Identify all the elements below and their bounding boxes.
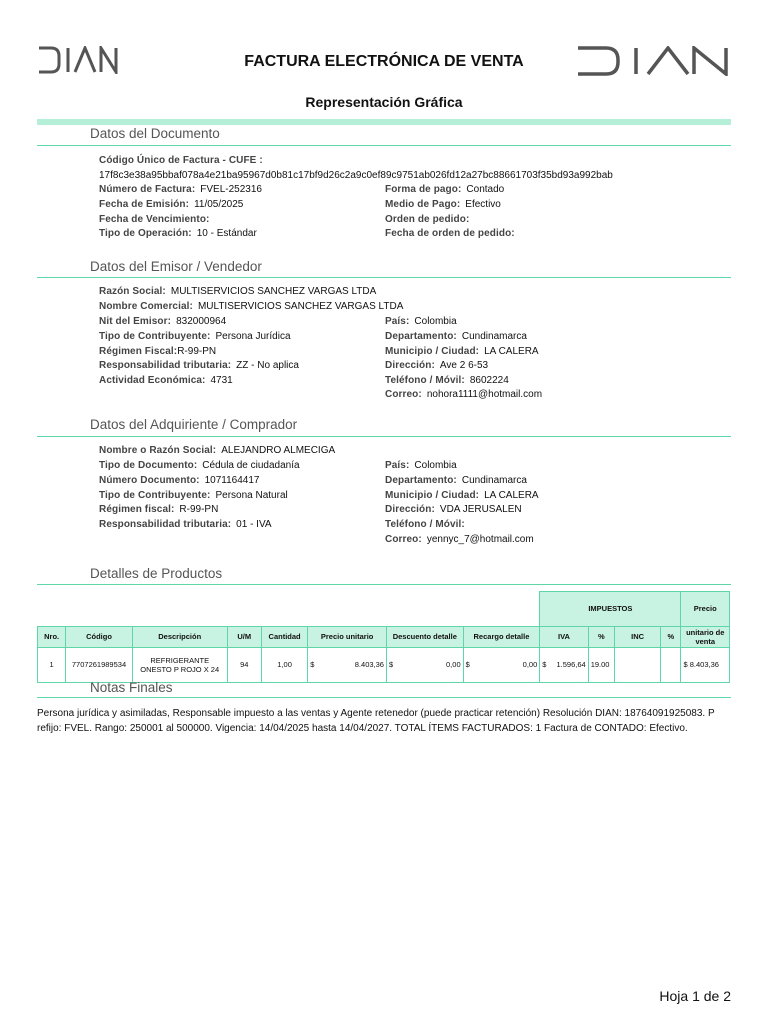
table-row xyxy=(38,647,730,682)
buyer-tax-resp-value: 01 - IVA xyxy=(236,519,272,530)
currency-symbol: $ xyxy=(542,660,547,669)
issuer-nit-row xyxy=(99,316,226,327)
buyer-taxpayer-label: Tipo de Contribuyente: xyxy=(99,490,211,501)
header-iva: IVA xyxy=(540,626,588,647)
header-precio-venta: unitario de venta xyxy=(681,626,730,647)
operation-type-row xyxy=(99,228,257,239)
header-iva-pct: % xyxy=(588,626,614,647)
buyer-doc-type-row xyxy=(99,460,300,471)
due-date-label: Fecha de Vencimiento: xyxy=(99,214,210,225)
issuer-name-row xyxy=(99,286,376,297)
buyer-name-row xyxy=(99,445,335,456)
invoice-number-value: FVEL-252316 xyxy=(200,184,262,195)
issuer-phone-label: Teléfono / Móvil: xyxy=(385,375,465,386)
iva-value: 1.596,64 xyxy=(556,660,586,669)
currency-symbol: $ xyxy=(388,660,394,669)
buyer-department-row xyxy=(385,475,527,486)
buyer-country-label: País: xyxy=(385,460,410,471)
buyer-city-value: LA CALERA xyxy=(484,490,539,501)
cufe-value: 17f8c3e38a95bbaf078a4e21ba95967d0b81c17bf9d26c2a9c0ef89c9751ab026fd12a27bc88661703f35bd93a992bab xyxy=(99,170,613,181)
cell-um: 94 xyxy=(227,647,261,682)
payment-method-label: Medio de Pago: xyxy=(385,199,461,210)
issuer-activity-value: 4731 xyxy=(210,375,233,386)
issuer-taxpayer-value: Persona Jurídica xyxy=(215,331,291,342)
table-spacer xyxy=(38,592,540,627)
header-descripcion: Descripción xyxy=(132,626,227,647)
section-title-productos: Detalles de Productos xyxy=(90,566,223,581)
buyer-city-label: Municipio / Ciudad: xyxy=(385,490,480,501)
issuer-email-row xyxy=(385,389,542,400)
buyer-taxpayer-value: Persona Natural xyxy=(215,490,288,501)
payment-form-label: Forma de pago: xyxy=(385,184,462,195)
cell-iva xyxy=(540,647,588,682)
currency-symbol: $ xyxy=(310,660,315,669)
issuer-city-value: LA CALERA xyxy=(484,346,539,357)
buyer-phone-label: Teléfono / Móvil: xyxy=(385,519,465,530)
buyer-tax-resp-row xyxy=(99,519,272,530)
issuer-taxpayer-label: Tipo de Contribuyente: xyxy=(99,331,211,342)
issuer-tax-resp-row xyxy=(99,360,299,371)
buyer-address-value: VDA JERUSALEN xyxy=(439,504,522,515)
section-divider xyxy=(37,277,731,278)
header-inc: INC xyxy=(614,626,660,647)
buyer-name-label: Nombre o Razón Social: xyxy=(99,445,217,456)
cell-iva-pct: 19.00 xyxy=(588,647,614,682)
cell-cantidad: 1,00 xyxy=(261,647,307,682)
cufe-label: Código Único de Factura - CUFE : xyxy=(99,155,263,166)
buyer-department-label: Departamento: xyxy=(385,475,457,486)
issuer-city-label: Municipio / Ciudad: xyxy=(385,346,480,357)
header-nro: Nro. xyxy=(38,626,66,647)
header-precio-unitario: Precio unitario xyxy=(308,626,387,647)
issuer-regime-row xyxy=(99,346,216,357)
issuer-department-label: Departamento: xyxy=(385,331,457,342)
buyer-doc-number-label: Número Documento: xyxy=(99,475,200,486)
issuer-address-label: Dirección: xyxy=(385,360,435,371)
descuento-value: 0,00 xyxy=(446,660,461,669)
issuer-nit-label: Nit del Emisor: xyxy=(99,316,172,327)
issue-date-label: Fecha de Emisión: xyxy=(99,199,190,210)
precio-value: 8.403,36 xyxy=(354,660,384,669)
buyer-email-value: yennyc_7@hotmail.com xyxy=(426,534,534,545)
buyer-address-row xyxy=(385,504,522,515)
operation-type-value: 10 - Estándar xyxy=(196,228,257,239)
issuer-city-row xyxy=(385,346,539,357)
issuer-name-label: Razón Social: xyxy=(99,286,166,297)
header-recargo: Recargo detalle xyxy=(463,626,540,647)
issuer-name-value: MULTISERVICIOS SANCHEZ VARGAS LTDA xyxy=(170,286,377,297)
order-date-label: Fecha de orden de pedido: xyxy=(385,228,515,239)
cell-venta xyxy=(681,647,730,682)
buyer-country-value: Colombia xyxy=(414,460,457,471)
buyer-regime-row xyxy=(99,504,218,515)
order-row xyxy=(385,214,469,225)
order-label: Orden de pedido: xyxy=(385,214,470,225)
issuer-regime-label: Régimen Fiscal: xyxy=(99,346,178,357)
section-title-documento: Datos del Documento xyxy=(90,126,220,141)
issuer-address-value: Ave 2 6-53 xyxy=(439,360,489,371)
header-precio-top: Precio xyxy=(681,592,730,627)
buyer-doc-number-value: 1071164417 xyxy=(204,475,260,486)
cell-inc-pct xyxy=(661,647,681,682)
header-inc-pct: % xyxy=(661,626,681,647)
recargo-value: 0,00 xyxy=(522,660,538,669)
payment-form-row xyxy=(385,184,504,195)
cell-codigo: 7707261989534 xyxy=(66,647,133,682)
venta-value: 8.403,36 xyxy=(689,660,719,669)
header-um: U/M xyxy=(227,626,261,647)
buyer-doc-type-label: Tipo de Documento: xyxy=(99,460,198,471)
header-codigo: Código xyxy=(66,626,133,647)
header-cantidad: Cantidad xyxy=(261,626,307,647)
issue-date-value: 11/05/2025 xyxy=(194,199,244,210)
cell-inc xyxy=(614,647,660,682)
issue-date-row xyxy=(99,199,243,210)
section-divider xyxy=(37,584,731,585)
issuer-tax-resp-label: Responsabilidad tributaria: xyxy=(99,360,232,371)
products-table xyxy=(37,591,730,683)
buyer-name-value: ALEJANDRO ALMECIGA xyxy=(221,445,336,456)
header-descuento: Descuento detalle xyxy=(386,626,463,647)
invoice-number-label: Número de Factura: xyxy=(99,184,196,195)
section-divider xyxy=(37,697,731,698)
issuer-trade-name-row xyxy=(99,301,403,312)
issuer-nit-value: 832000964 xyxy=(176,316,227,327)
issuer-country-value: Colombia xyxy=(414,316,457,327)
buyer-taxpayer-row xyxy=(99,490,288,501)
section-title-adquiriente: Datos del Adquiriente / Comprador xyxy=(90,417,298,432)
buyer-phone-row xyxy=(385,519,465,530)
header-impuestos: IMPUESTOS xyxy=(540,592,681,627)
buyer-doc-type-value: Cédula de ciudadanía xyxy=(202,460,300,471)
buyer-city-row xyxy=(385,490,539,501)
cufe-label-row xyxy=(99,155,263,166)
page-number: Hoja 1 de 2 xyxy=(659,988,731,1004)
issuer-trade-name-value: MULTISERVICIOS SANCHEZ VARGAS LTDA xyxy=(197,301,404,312)
issuer-activity-label: Actividad Económica: xyxy=(99,375,206,386)
section-divider xyxy=(37,436,731,437)
order-date-row xyxy=(385,228,515,239)
payment-form-value: Contado xyxy=(466,184,505,195)
buyer-doc-number-row xyxy=(99,475,259,486)
buyer-email-label: Correo: xyxy=(385,534,422,545)
issuer-email-value: nohora1111@hotmail.com xyxy=(426,389,543,400)
cell-precio xyxy=(308,647,387,682)
issuer-department-value: Cundinamarca xyxy=(461,331,527,342)
issuer-phone-row xyxy=(385,375,509,386)
section-divider xyxy=(37,145,731,146)
cell-descripcion: REFRIGERANTE ONESTO P ROJO X 24 xyxy=(132,647,227,682)
due-date-row xyxy=(99,214,209,225)
issuer-country-row xyxy=(385,316,457,327)
cell-recargo xyxy=(463,647,540,682)
issuer-email-label: Correo: xyxy=(385,389,422,400)
payment-method-value: Efectivo xyxy=(465,199,501,210)
header-accent-bar xyxy=(37,119,731,125)
buyer-department-value: Cundinamarca xyxy=(461,475,527,486)
payment-method-row xyxy=(385,199,501,210)
issuer-activity-row xyxy=(99,375,233,386)
currency-symbol: $ xyxy=(465,660,470,669)
invoice-number-row xyxy=(99,184,262,195)
cell-descuento xyxy=(386,647,463,682)
document-title: FACTURA ELECTRÓNICA DE VENTA xyxy=(244,53,524,70)
issuer-trade-name-label: Nombre Comercial: xyxy=(99,301,193,312)
buyer-regime-label: Régimen fiscal: xyxy=(99,504,175,515)
buyer-tax-resp-label: Responsabilidad tributaria: xyxy=(99,519,232,530)
issuer-phone-value: 8602224 xyxy=(469,375,509,386)
buyer-email-row xyxy=(385,534,534,545)
issuer-address-row xyxy=(385,360,488,371)
currency-symbol: $ xyxy=(683,660,688,669)
issuer-regime-value: R-99-PN xyxy=(177,346,217,357)
buyer-country-row xyxy=(385,460,457,471)
buyer-address-label: Dirección: xyxy=(385,504,435,515)
issuer-taxpayer-row xyxy=(99,331,291,342)
document-subtitle: Representación Gráfica xyxy=(305,94,463,110)
issuer-department-row xyxy=(385,331,527,342)
operation-type-label: Tipo de Operación: xyxy=(99,228,192,239)
section-title-emisor: Datos del Emisor / Vendedor xyxy=(90,259,262,274)
buyer-regime-value: R-99-PN xyxy=(179,504,219,515)
final-notes-text: Persona jurídica y asimiladas, Responsable impuesto a las ventas y Agente retenedor (puede practicar retención) Resolución DIAN: 18764091925083. P refijo: FVEL. Rango: 250001 al 500000. Vigencia: 14/04/2025 hasta 14/04/2027. TOTAL ÍTEMS FACTURADOS: 1 Factura de CONTADO: Efectivo. xyxy=(37,708,715,734)
section-title-notas: Notas Finales xyxy=(90,680,173,695)
issuer-tax-resp-value: ZZ - No aplica xyxy=(236,360,299,371)
issuer-country-label: País: xyxy=(385,316,410,327)
cell-nro: 1 xyxy=(38,647,66,682)
